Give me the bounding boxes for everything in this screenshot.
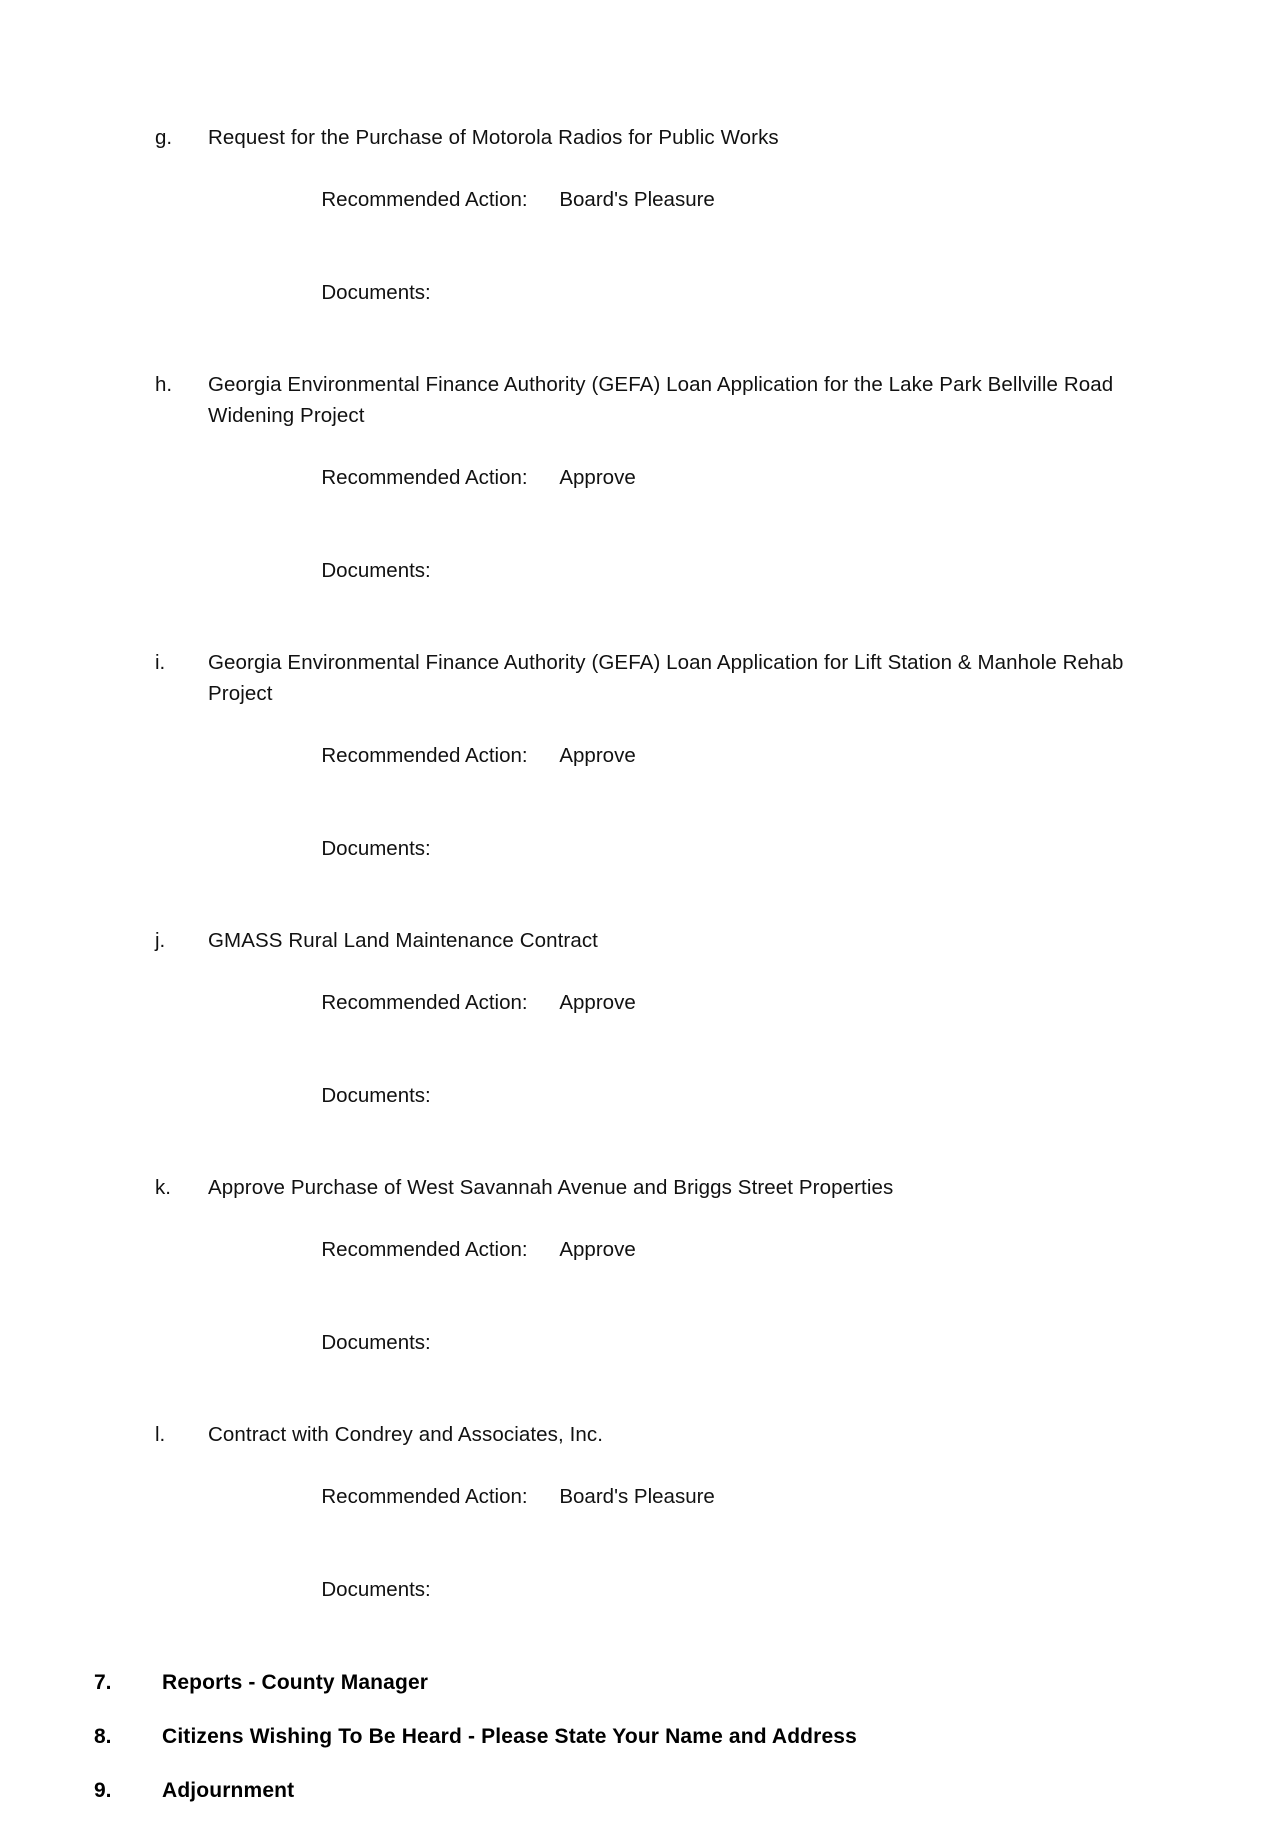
recommended-action-row (253, 431, 1125, 524)
agenda-main-items (0, 1666, 1275, 1814)
recommended-action-row (253, 956, 1125, 1049)
item-body (208, 369, 1125, 617)
list-item (0, 122, 1275, 339)
recommended-action-value: Approve (559, 744, 636, 767)
recommended-action-label: Recommended Action: (321, 188, 528, 211)
recommended-action-row (253, 153, 1125, 246)
recommended-action-row (253, 1450, 1125, 1543)
recommended-action-value: Board's Pleasure (559, 188, 715, 211)
documents-label: Documents: (321, 559, 431, 582)
item-heading: Citizens Wishing To Be Heard - Please State Your Name and Address (162, 1725, 857, 1748)
documents-label: Documents: (321, 837, 431, 860)
item-body (208, 1172, 1125, 1389)
item-number: 9. (94, 1779, 112, 1802)
documents-label: Documents: (321, 1084, 431, 1107)
item-heading: Reports - County Manager (162, 1671, 429, 1694)
documents-label: Documents: (321, 281, 431, 304)
item-marker: k. (155, 1176, 171, 1199)
list-item (0, 1172, 1275, 1389)
recommended-action-value: Approve (559, 466, 636, 489)
documents-row (253, 1543, 1125, 1636)
documents-row (253, 802, 1125, 895)
item-body (208, 647, 1125, 895)
recommended-action-row (253, 709, 1125, 802)
recommended-action-value: Approve (559, 991, 636, 1014)
item-heading: Adjournment (162, 1779, 295, 1802)
item-title: Georgia Environmental Finance Authority (GEFA) Loan Application for the Lake Park Bellville Road Widening Project (208, 373, 1114, 427)
list-item (0, 647, 1275, 895)
recommended-action-row (253, 1203, 1125, 1296)
agenda-item-8 (0, 1720, 1275, 1760)
item-marker: l. (155, 1423, 166, 1446)
recommended-action-label: Recommended Action: (321, 1238, 528, 1261)
agenda-item-7 (0, 1666, 1275, 1706)
item-title: GMASS Rural Land Maintenance Contract (208, 929, 598, 952)
recommended-action-label: Recommended Action: (321, 1485, 528, 1508)
list-item (0, 369, 1275, 617)
item-body (208, 925, 1125, 1142)
item-body (208, 1419, 1125, 1636)
documents-label: Documents: (321, 1331, 431, 1354)
item-title: Georgia Environmental Finance Authority (GEFA) Loan Application for Lift Station & Manhole Rehab Project (208, 651, 1124, 705)
item-title: Request for the Purchase of Motorola Radios for Public Works (208, 126, 779, 149)
item-marker: g. (155, 126, 173, 149)
recommended-action-label: Recommended Action: (321, 466, 528, 489)
item-title: Contract with Condrey and Associates, Inc. (208, 1423, 604, 1446)
list-item (0, 1419, 1275, 1636)
item-marker: i. (155, 651, 166, 674)
item-body (208, 122, 1125, 339)
documents-row (253, 1049, 1125, 1142)
recommended-action-label: Recommended Action: (321, 744, 528, 767)
item-marker: j. (155, 929, 166, 952)
documents-label: Documents: (321, 1578, 431, 1601)
item-title: Approve Purchase of West Savannah Avenue and Briggs Street Properties (208, 1176, 894, 1199)
agenda-sub-items (0, 122, 1275, 1636)
documents-row (253, 524, 1125, 617)
item-marker: h. (155, 373, 173, 396)
recommended-action-label: Recommended Action: (321, 991, 528, 1014)
recommended-action-value: Board's Pleasure (559, 1485, 715, 1508)
documents-row (253, 1296, 1125, 1389)
list-item (0, 925, 1275, 1142)
agenda-item-9 (0, 1774, 1275, 1814)
documents-row (253, 246, 1125, 339)
item-number: 7. (94, 1671, 112, 1694)
item-number: 8. (94, 1725, 112, 1748)
recommended-action-value: Approve (559, 1238, 636, 1261)
